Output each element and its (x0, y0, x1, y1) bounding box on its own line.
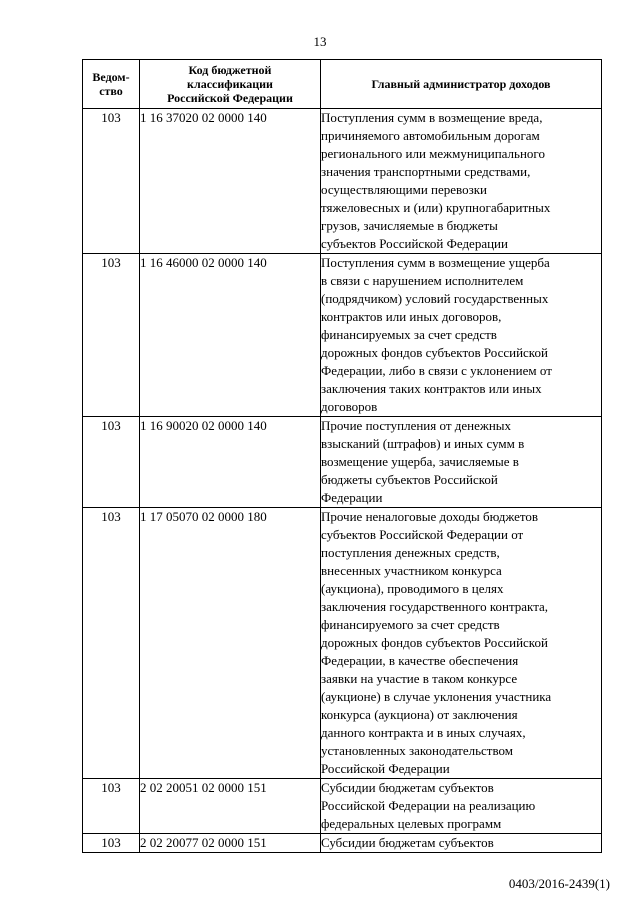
admin-text-line: установленных законодательством (321, 743, 513, 758)
document-id: 0403/2016-2439(1) (508, 876, 610, 891)
admin-text-line: финансируемых за счет средств (321, 327, 497, 342)
admin-cell (321, 779, 602, 834)
header-dept-line: Ведом- (92, 70, 130, 84)
code-cell: 2 02 20051 02 0000 151 (140, 779, 321, 834)
admin-text-line: взысканий (штрафов) и иных сумм в (321, 436, 525, 451)
table-row (83, 508, 602, 779)
table-row (83, 779, 602, 834)
code-cell: 1 16 37020 02 0000 140 (140, 109, 321, 254)
admin-text-line: дорожных фондов субъектов Российской (321, 635, 548, 650)
admin-cell (321, 508, 602, 779)
admin-cell (321, 254, 602, 417)
admin-text-line: Прочие неналоговые доходы бюджетов (321, 509, 539, 524)
header-dept-line: ство (99, 84, 123, 98)
admin-text-line: бюджеты субъектов Российской (321, 472, 498, 487)
admin-text-line: возмещение ущерба, зачисляемые в (321, 454, 519, 469)
admin-cell (321, 834, 602, 853)
admin-text-line: Субсидии бюджетам субъектов (321, 835, 494, 850)
dept-cell: 103 (83, 417, 140, 508)
admin-text-line: Поступления сумм в возмещение ущерба (321, 255, 550, 270)
table-row (83, 254, 602, 417)
admin-cell (321, 109, 602, 254)
table-row (83, 109, 602, 254)
admin-text-line: внесенных участником конкурса (321, 563, 502, 578)
admin-text-line: заявки на участие в таком конкурсе (321, 671, 518, 686)
header-code-line: классификации (187, 77, 273, 91)
header-code (140, 60, 321, 109)
admin-text-line: Российской Федерации (321, 761, 450, 776)
table-header-row (83, 60, 602, 109)
code-cell: 2 02 20077 02 0000 151 (140, 834, 321, 853)
header-dept (83, 60, 140, 109)
admin-text-line: заключения государственного контракта, (321, 599, 549, 614)
admin-text-line: контрактов или иных договоров, (321, 309, 502, 324)
admin-text-line: дорожных фондов субъектов Российской (321, 345, 548, 360)
header-admin-line: Главный администратор доходов (371, 77, 551, 91)
dept-cell: 103 (83, 834, 140, 853)
admin-text-line: Субсидии бюджетам субъектов (321, 780, 494, 795)
admin-text-line: конкурса (аукциона) от заключения (321, 707, 518, 722)
admin-text-line: федеральных целевых программ (321, 816, 502, 831)
admin-text-line: регионального или межмуниципального (321, 146, 545, 161)
page-number: 13 (313, 34, 327, 49)
admin-text-line: Прочие поступления от денежных (321, 418, 512, 433)
admin-text-line: Федерации, либо в связи с уклонением от (321, 363, 552, 378)
admin-text-line: в связи с нарушением исполнителем (321, 273, 524, 288)
admin-text-line: (аукционе) в случае уклонения участника (321, 689, 552, 704)
admin-text-line: (аукциона), проводимого в целях (321, 581, 504, 596)
admin-text-line: Федерации, в качестве обеспечения (321, 653, 519, 668)
admin-text-line: Российской Федерации на реализацию (321, 798, 536, 813)
admin-text-line: субъектов Российской Федерации от (321, 527, 524, 542)
admin-text-line: осуществляющими перевозки (321, 182, 487, 197)
admin-text-line: поступления денежных средств, (321, 545, 500, 560)
admin-text-line: Поступления сумм в возмещение вреда, (321, 110, 543, 125)
admin-text-line: субъектов Российской Федерации (321, 236, 508, 251)
dept-cell: 103 (83, 779, 140, 834)
table-row (83, 834, 602, 853)
admin-text-line: Федерации (321, 490, 383, 505)
table-body (83, 109, 602, 853)
code-cell: 1 17 05070 02 0000 180 (140, 508, 321, 779)
budget-classification-table (82, 59, 602, 853)
code-cell: 1 16 46000 02 0000 140 (140, 254, 321, 417)
header-code-line: Код бюджетной (188, 63, 272, 77)
admin-text-line: данного контракта и в иных случаях, (321, 725, 526, 740)
table-row (83, 417, 602, 508)
admin-text-line: (подрядчиком) условий государственных (321, 291, 549, 306)
code-cell: 1 16 90020 02 0000 140 (140, 417, 321, 508)
admin-text-line: финансируемого за счет средств (321, 617, 500, 632)
admin-cell (321, 417, 602, 508)
admin-text-line: причиняемого автомобильным дорогам (321, 128, 540, 143)
admin-text-line: грузов, зачисляемые в бюджеты (321, 218, 498, 233)
admin-text-line: тяжеловесных и (или) крупногабаритных (321, 200, 551, 215)
dept-cell: 103 (83, 508, 140, 779)
dept-cell: 103 (83, 254, 140, 417)
dept-cell: 103 (83, 109, 140, 254)
admin-text-line: заключения таких контрактов или иных (321, 381, 542, 396)
admin-text-line: договоров (321, 399, 378, 414)
header-code-line: Российской Федерации (167, 91, 293, 105)
admin-text-line: значения транспортными средствами, (321, 164, 531, 179)
header-admin (321, 60, 602, 109)
